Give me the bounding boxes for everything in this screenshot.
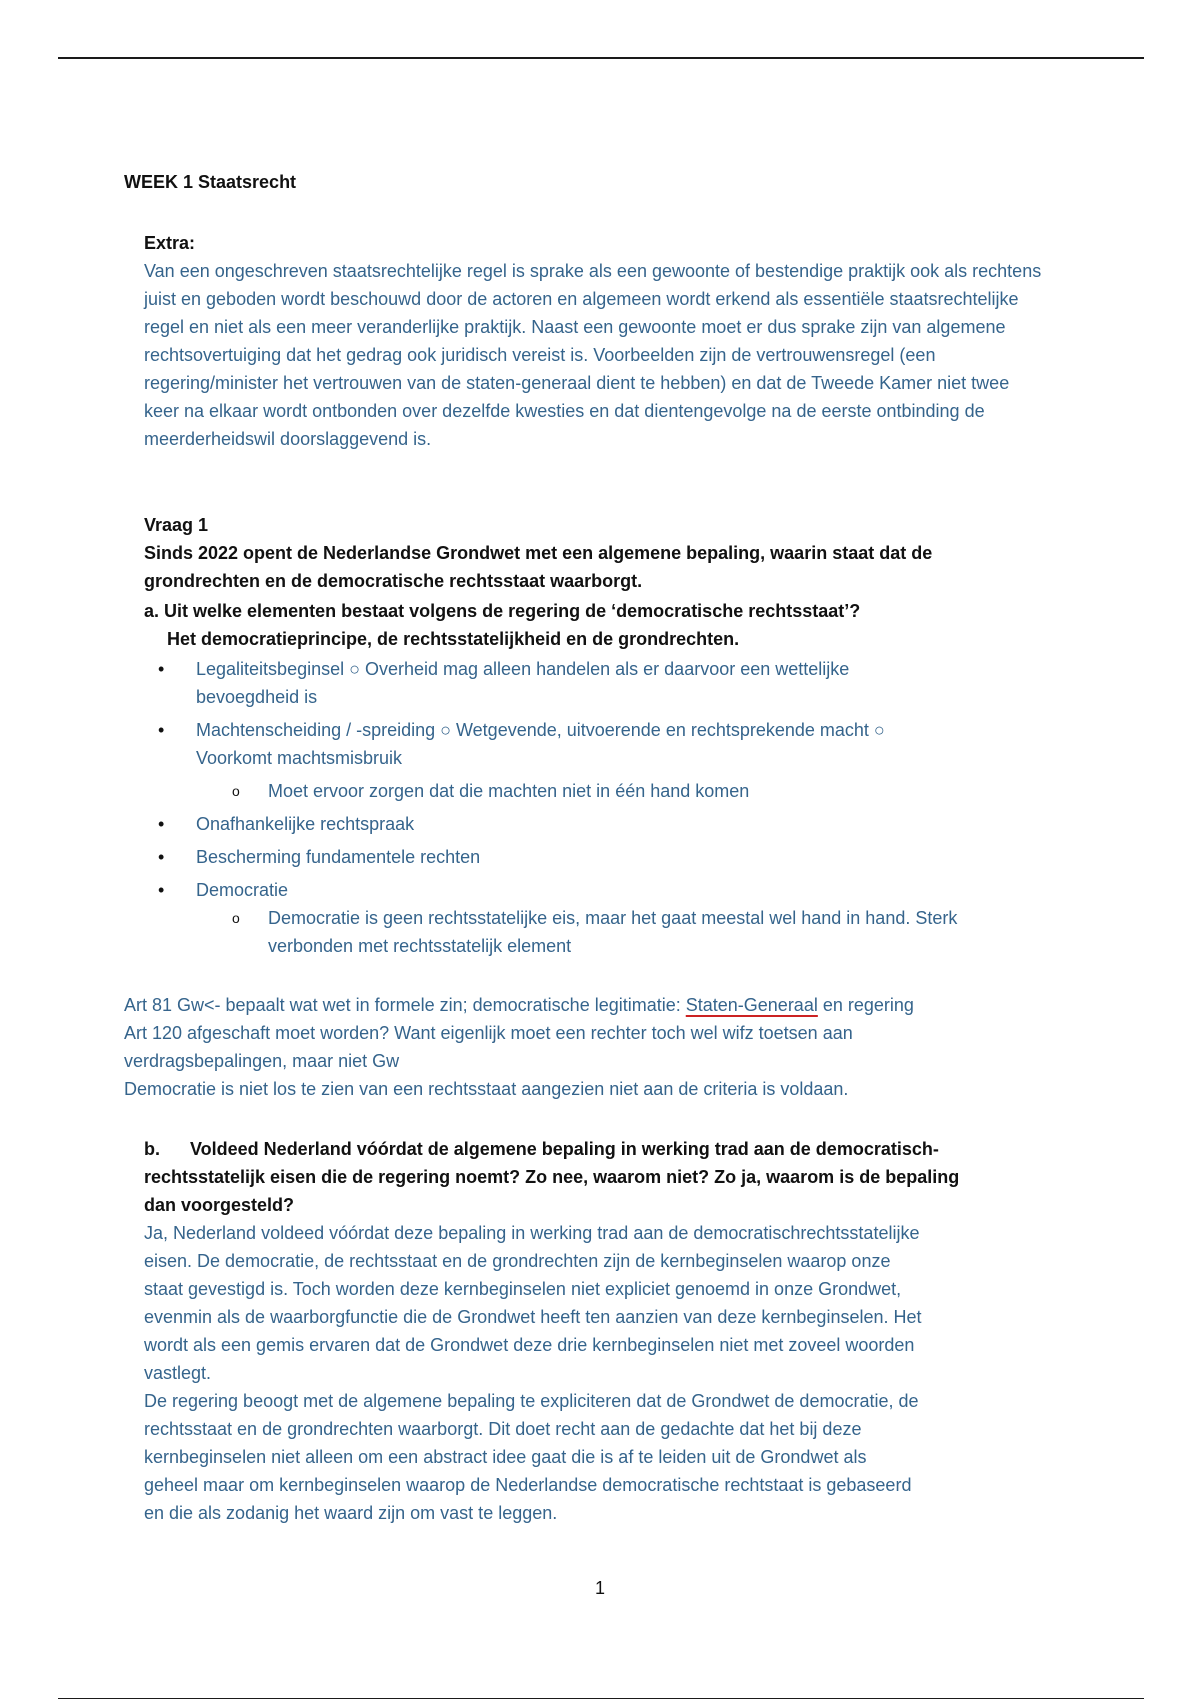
- vraag1-section: [144, 511, 1144, 960]
- list-item-text: bevoegdheid is: [196, 687, 318, 707]
- answer-b-line: Ja, Nederland voldeed vóórdat deze bepaling in werking trad aan de democratischrechtsstatelijke: [144, 1223, 920, 1243]
- answer-b-line: evenmin als de waarborgfunctie die de Grondwet heeft ten aanzien van deze kernbeginselen. Het: [144, 1307, 922, 1327]
- sub-bullet-icon: o: [232, 783, 240, 799]
- extra-line: rechtsovertuiging dat het gedrag ook juridisch vereist is. Voorbeelden zijn de vertrouwensregel (een: [144, 345, 936, 365]
- answer-b-line: staat gevestigd is. Toch worden deze kernbeginselen niet expliciet genoemd in onze Grondwet,: [144, 1279, 902, 1299]
- list-item: [144, 843, 1144, 871]
- question-b-line: dan voorgesteld?: [144, 1195, 295, 1215]
- document-title: WEEK 1 Staatsrecht: [124, 172, 297, 192]
- question-b-section: [144, 1135, 1144, 1527]
- answer-b-line: De regering beoogt met de algemene bepaling te expliciteren dat de Grondwet de democratie, de: [144, 1391, 919, 1411]
- list-item-text: Legaliteitsbeginsel ○ Overheid mag alleen handelen als er daarvoor een wettelijke: [196, 659, 850, 679]
- list-item-text: verbonden met rechtsstatelijk element: [268, 936, 572, 956]
- vraag1-heading: Vraag 1: [144, 515, 209, 535]
- answer-b-line: eisen. De democratie, de rechtsstaat en de grondrechten zijn de kernbeginselen waarop onze: [144, 1251, 891, 1271]
- footer-rule: [58, 1698, 1144, 1699]
- note-line: [124, 991, 1144, 1019]
- header-rule: [58, 57, 1144, 59]
- question-b-line: rechtsstatelijk eisen die de regering noemt? Zo nee, waarom niet? Zo ja, waarom is de bepaling: [144, 1167, 960, 1187]
- extra-line: Van een ongeschreven staatsrechtelijke regel is sprake als een gewoonte of bestendige praktijk ook als rechtens: [144, 261, 1042, 281]
- bullet-icon: •: [158, 659, 165, 679]
- staten-generaal-text: Staten-Generaal: [685, 995, 818, 1015]
- answer-b-line: wordt als een gemis ervaren dat de Grondwet deze drie kernbeginselen niet met zoveel woorden: [144, 1335, 915, 1355]
- answer-b-line: geheel maar om kernbeginselen waarop de Nederlandse democratische rechtstaat is gebaseerd: [144, 1475, 912, 1495]
- answer-b-line: kernbeginselen niet alleen om een abstract idee gaat die is af te leiden uit de Grondwet als: [144, 1447, 867, 1467]
- extra-line: keer na elkaar wordt ontbonden over dezelfde kwesties en dat dientengevolge na de eerste ontbinding de: [144, 401, 985, 421]
- answer-b-line: rechtsstaat en de grondrechten waarborgt. Dit doet recht aan de gedachte dat het bij deze: [144, 1419, 862, 1439]
- list-item: [144, 655, 1144, 711]
- extra-heading: Extra:: [144, 233, 196, 253]
- note-line: verdragsbepalingen, maar niet Gw: [124, 1051, 400, 1071]
- extra-line: regel en niet als een meer veranderlijke praktijk. Naast een gewoonte moet er dus sprake zijn van algemene: [144, 317, 1006, 337]
- sub-list-item: [144, 777, 1144, 805]
- bullet-icon: •: [158, 720, 165, 740]
- note-line: Art 120 afgeschaft moet worden? Want eigenlijk moet een rechter toch wel wifz toetsen aan: [124, 1023, 853, 1043]
- question-a: a. Uit welke elementen bestaat volgens de regering de ‘democratische rechtsstaat’?: [144, 601, 861, 621]
- question-b-line: b. Voldeed Nederland vóórdat de algemene bepaling in werking trad aan de democratisch-: [144, 1139, 939, 1159]
- answer-b-line: vastlegt.: [144, 1363, 212, 1383]
- extra-line: regering/minister het vertrouwen van de staten-generaal dient te hebben) en dat de Tweede Kamer niet twee: [144, 373, 1010, 393]
- vraag1-intro-line: Sinds 2022 opent de Nederlandse Grondwet met een algemene bepaling, waarin staat dat de: [144, 543, 933, 563]
- note-line: Democratie is niet los te zien van een rechtsstaat aangezien niet aan de criteria is voldaan.: [124, 1079, 849, 1099]
- sub-list-item: [144, 904, 1144, 960]
- bullet-icon: •: [158, 814, 165, 834]
- notes-block: [124, 991, 1144, 1103]
- extra-line: juist en geboden wordt beschouwd door de actoren en algemeen wordt erkend als essentiële staatsrechtelijke: [144, 289, 1019, 309]
- sub-bullet-icon: o: [232, 910, 240, 926]
- list-item: [144, 876, 1144, 904]
- list-item-text: Bescherming fundamentele rechten: [196, 847, 481, 867]
- page-number: 1: [594, 1578, 605, 1598]
- answer-a: Het democratieprincipe, de rechtsstatelijkheid en de grondrechten.: [167, 629, 740, 649]
- note-text: Art 81 Gw<- bepaalt wat wet in formele zin; democratische legitimatie:: [124, 995, 686, 1015]
- list-item-text: Moet ervoor zorgen dat die machten niet in één hand komen: [268, 781, 750, 801]
- element-list: [144, 655, 1144, 960]
- list-item-text: Onafhankelijke rechtspraak: [196, 814, 415, 834]
- list-item-text: Democratie: [196, 880, 289, 900]
- list-item-text: Machtenscheiding / -spreiding ○ Wetgevende, uitvoerende en rechtsprekende macht ○: [196, 720, 885, 740]
- note-text: en regering: [817, 995, 914, 1015]
- list-item-text: Democratie is geen rechtsstatelijke eis, maar het gaat meestal wel hand in hand. Sterk: [268, 908, 958, 928]
- bullet-icon: •: [158, 847, 165, 867]
- extra-line: meerderheidswil doorslaggevend is.: [144, 429, 432, 449]
- list-item: [144, 716, 1144, 772]
- extra-section: [144, 229, 1144, 453]
- list-item: [144, 810, 1144, 838]
- bullet-icon: •: [158, 880, 165, 900]
- vraag1-intro-line: grondrechten en de democratische rechtsstaat waarborgt.: [144, 571, 643, 591]
- answer-b-line: en die als zodanig het waard zijn om vast te leggen.: [144, 1503, 558, 1523]
- list-item-text: Voorkomt machtsmisbruik: [196, 748, 403, 768]
